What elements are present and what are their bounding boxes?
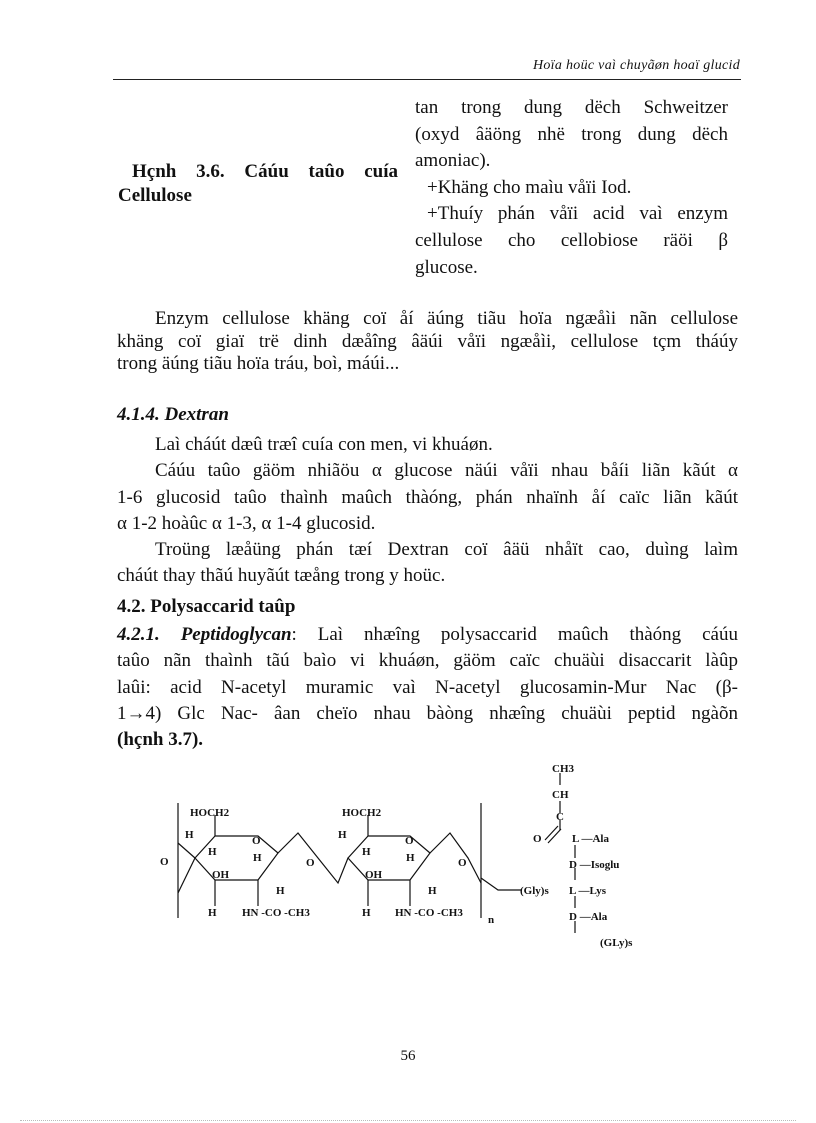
label-h: H: [253, 852, 262, 864]
text-line: Enzym cellulose khäng coï åí äúng tiãu hoïa ngæåìi nãn cellulose: [155, 308, 738, 329]
peptidoglycan-section: [117, 622, 738, 753]
text-line: Laì cháút dæû træî cuía con men, vi khuáøn.: [155, 434, 493, 455]
label-nhac: HN -CO -CH3: [395, 907, 463, 919]
property-line: tan trong dung dëch Schweitzer: [415, 97, 728, 118]
label-ch: CH: [552, 789, 569, 801]
label-ch3: CH3: [552, 763, 574, 775]
label-h: H: [428, 885, 437, 897]
text-line: 1→4) Glc Nac- âan cheïo nhau bàòng nhæîng chuäùi peptid ngàõn: [117, 702, 738, 724]
caption-line: Cellulose: [118, 185, 192, 206]
figure-reference: (hçnh 3.7).: [117, 729, 204, 751]
property-line: +Thuíy phán våïi acid vaì enzym: [427, 203, 728, 225]
text-line: taûo nãn thaình tãú baìo vi khuáøn, gäöm caïc chuäùi disaccarit làûp: [117, 650, 738, 672]
text-line: trong äúng tiãu hoïa tráu, boì, máúi...: [117, 353, 400, 374]
text-line: khäng coï giaï trë dinh dæåîng âäúi våïi ngæåìi, cellulose tçm tháúy: [117, 330, 738, 352]
text-line: [117, 622, 738, 648]
section-heading-dextran: 4.1.4. Dextran: [117, 404, 229, 425]
label-repeat-n: n: [488, 914, 495, 926]
label-h: H: [185, 829, 194, 841]
label-c: C: [556, 811, 564, 823]
section-heading-polysaccarid: 4.2. Polysaccarid taûp: [117, 596, 296, 617]
page-number: 56: [400, 1048, 416, 1064]
text-fragment: : Laì nhæîng polysaccarid maûch thàóng cáúu: [291, 624, 738, 645]
label-h: H: [338, 829, 347, 841]
text-line: cháút thay thãú huyãút tæång trong y hoüc.: [117, 565, 446, 587]
label-o: O: [160, 856, 169, 868]
cellulose-properties: [415, 95, 728, 281]
sub-heading-peptidoglycan: 4.2.1. Peptidoglycan: [117, 624, 292, 645]
label-l-lys: L —Lys: [569, 885, 606, 897]
label-oh: OH: [212, 869, 230, 881]
property-line: glucose.: [415, 256, 478, 278]
label-h: H: [208, 846, 217, 858]
text-line: Cáúu taûo gäöm nhiãöu α glucose näúi våïi nhau båíi liãn kãút α: [155, 460, 738, 482]
label-h: H: [362, 907, 371, 919]
text-line: Troüng læåüng phán tæí Dextran coï âäü nhåït cao, duìng laìm: [155, 539, 738, 561]
text-line: laûi: acid N-acetyl muramic vaì N-acetyl glucosamin-Mur Nac (β-: [117, 676, 738, 698]
label-h: H: [208, 907, 217, 919]
label-gly-s-end: (GLy)s: [600, 937, 633, 949]
label-o: O: [458, 857, 467, 869]
label-h: H: [362, 846, 371, 858]
label-ring-o: O: [405, 835, 414, 847]
caption-line: Hçnh 3.6. Cáúu taûo cuía: [132, 161, 398, 182]
property-line: amoniac).: [415, 150, 491, 172]
label-hoch2: HOCH2: [190, 807, 230, 819]
label-l-ala: L —Ala: [572, 833, 609, 845]
dextran-section: [117, 432, 738, 590]
label-oh: OH: [365, 869, 383, 881]
property-line: +Khäng cho maìu våïi Iod.: [427, 176, 632, 198]
label-h: H: [406, 852, 415, 864]
property-line: cellulose cho cellobiose räöi β: [415, 229, 728, 251]
label-gly-s: (Gly)s: [520, 885, 549, 897]
footer-divider: [20, 1120, 796, 1121]
figure-3-6-caption: [118, 160, 398, 208]
paragraph-enzyme: [117, 308, 738, 376]
label-d-ala: D —Ala: [569, 911, 608, 923]
label-hoch2: HOCH2: [342, 807, 382, 819]
label-h: H: [276, 885, 285, 897]
label-d-isoglu: D —Isoglu: [569, 859, 620, 871]
header-rule: [113, 79, 741, 80]
text-line: α 1-2 hoàûc α 1-3, α 1-4 glucosid.: [117, 512, 376, 534]
label-ring-o: O: [252, 835, 261, 847]
running-header: Hoïa hoüc vaì chuyãøn hoaï glucid: [532, 58, 740, 73]
text-line: 1-6 glucosid taûo thaình maûch thàóng, phán nhaïnh åí caïc liãn kãút: [117, 486, 738, 508]
property-line: (oxyd âäöng nhë trong dung dëch: [415, 123, 728, 145]
label-o: O: [306, 857, 315, 869]
label-o: O: [533, 833, 542, 845]
peptidoglycan-structure-diagram: [150, 758, 670, 958]
label-nhac: HN -CO -CH3: [242, 907, 310, 919]
